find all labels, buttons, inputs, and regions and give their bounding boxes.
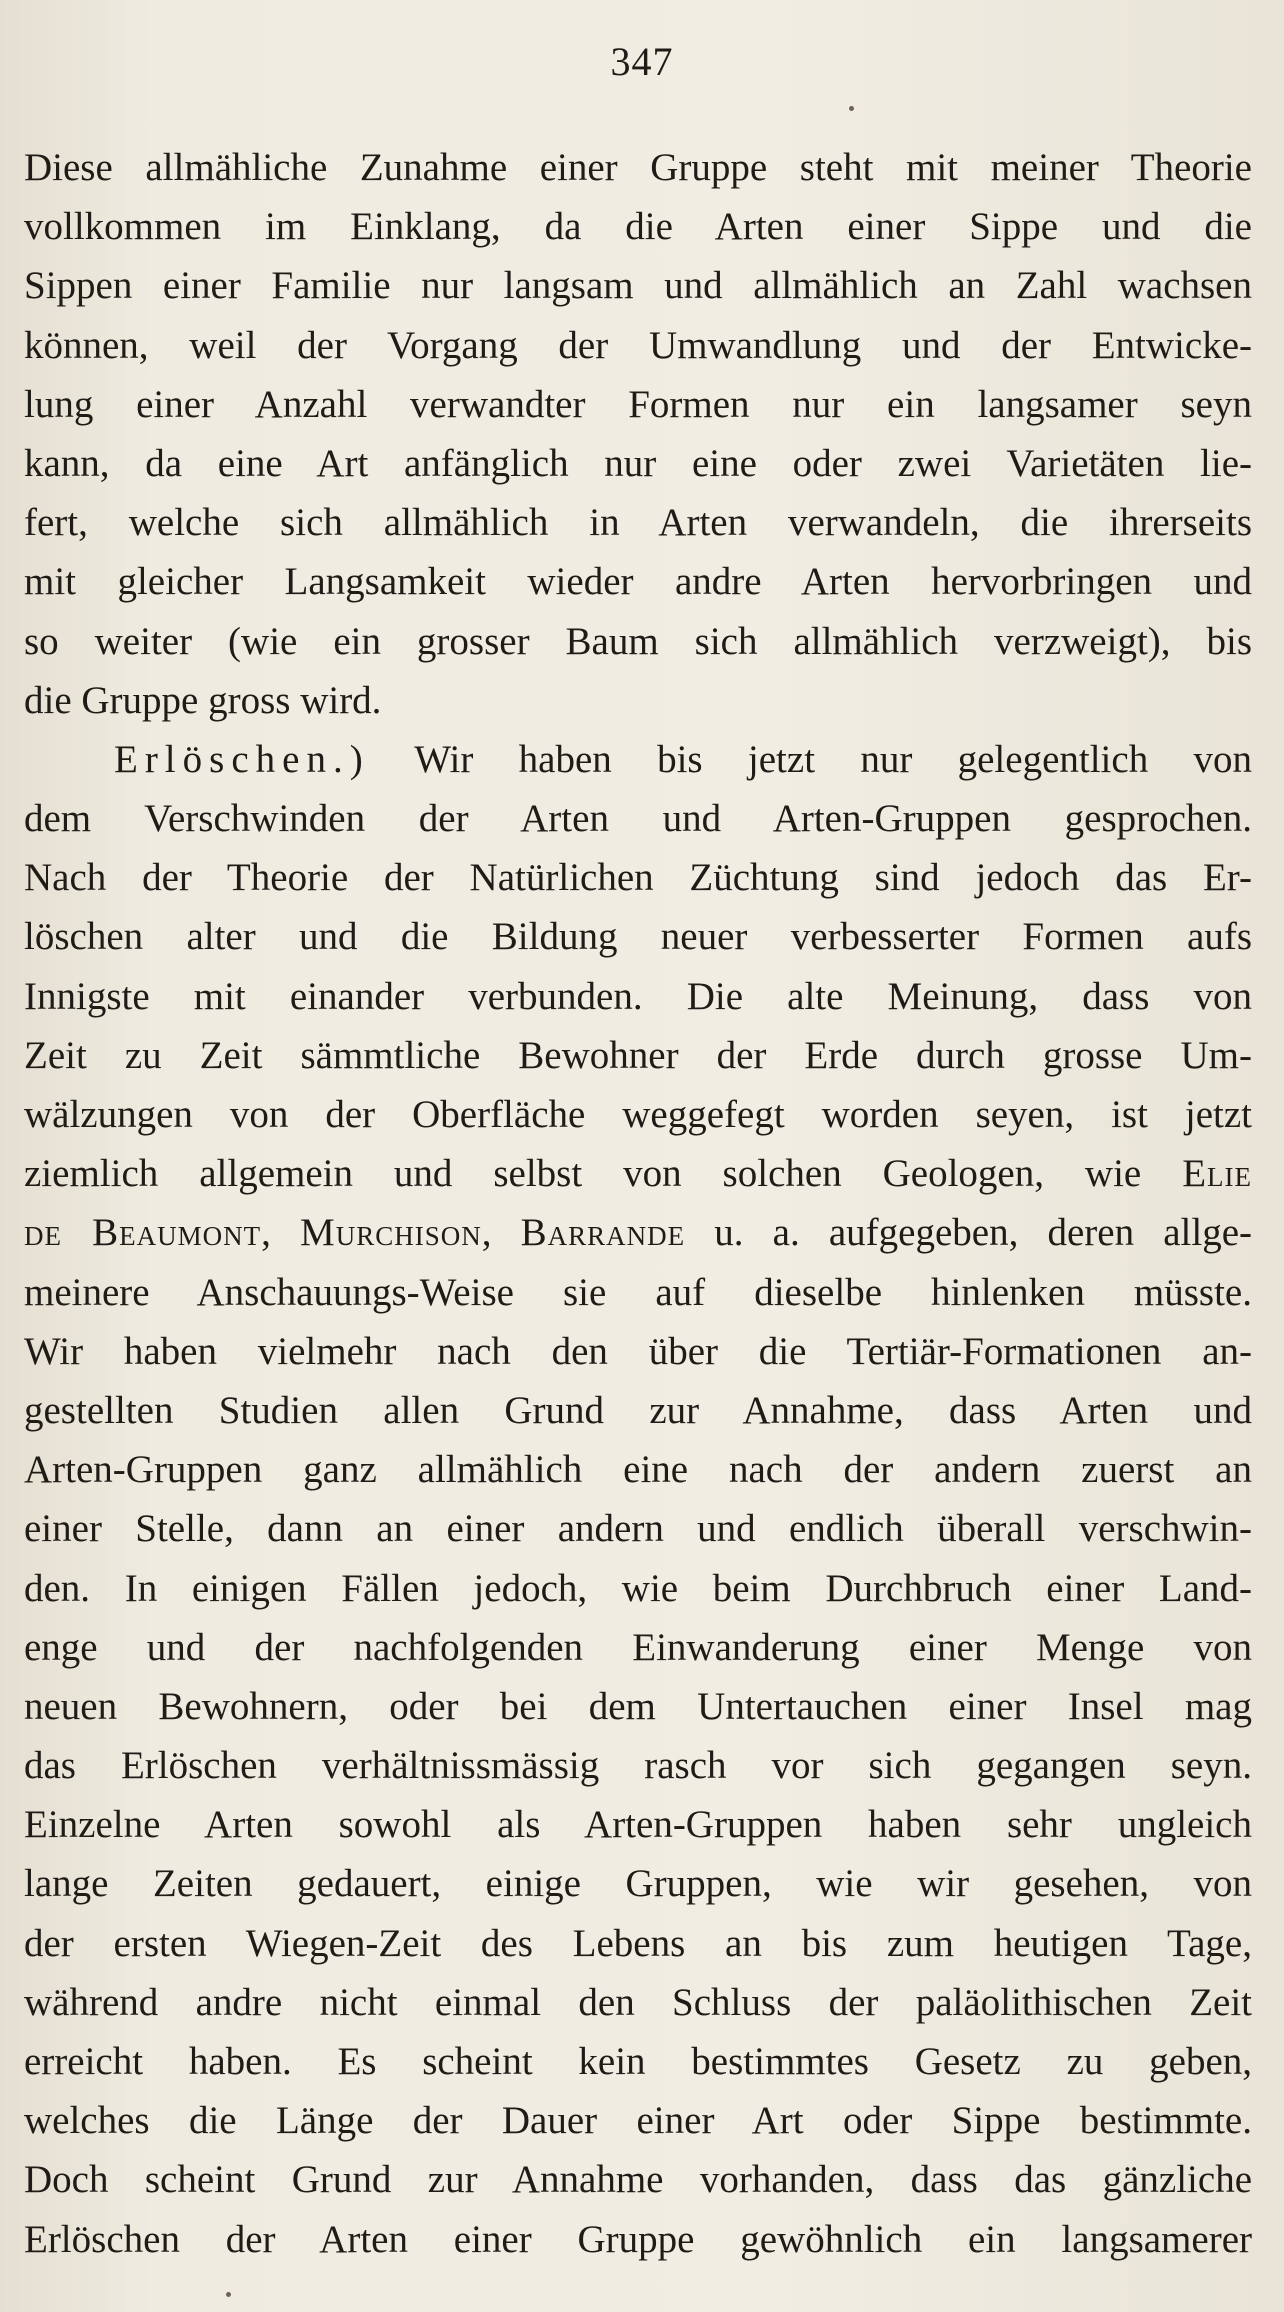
text-line: neuen Bewohnern, oder bei dem Untertauchen einer Insel mag	[24, 1684, 1252, 1728]
text-line: vollkommen im Einklang, da die Arten einer Sippe und die	[24, 205, 1252, 249]
text-line: gestellten Studien allen Grund zur Annahme, dass Arten und	[24, 1388, 1252, 1432]
text-line: können, weil der Vorgang der Umwandlung und der Entwicke-	[24, 323, 1252, 367]
text-line: Sippen einer Familie nur langsam und allmählich an Zahl wachsen	[24, 264, 1252, 308]
text-line: während andre nicht einmal den Schluss der paläolithischen Zeit	[24, 1980, 1252, 2024]
text-span: Wir haben bis jetzt nur gelegentlich von	[414, 737, 1252, 781]
text-line: so weiter (wie ein grosser Baum sich allmählich verzweigt), bis	[24, 619, 1252, 663]
text-line: lung einer Anzahl verwandter Formen nur ein langsamer seyn	[24, 382, 1252, 426]
text-line: Doch scheint Grund zur Annahme vorhanden, dass das gänzliche	[24, 2158, 1252, 2202]
text-line: einer Stelle, dann an einer andern und endlich überall verschwin-	[24, 1507, 1252, 1551]
body-text	[24, 138, 1252, 2269]
text-span: ,	[481, 1211, 521, 1255]
text-line: meinere Anschauungs-Weise sie auf dieselbe hinlenken müsste.	[24, 1270, 1252, 1314]
text-line: dem Verschwinden der Arten und Arten-Gruppen gesprochen.	[24, 797, 1252, 841]
page-number: 347	[610, 39, 674, 84]
text-line: Arten-Gruppen ganz allmählich eine nach der andern zuerst an	[24, 1448, 1252, 1492]
text-line	[24, 1203, 1252, 1262]
text-line: Zeit zu Zeit sämmtliche Bewohner der Erde durch grosse Um-	[24, 1033, 1252, 1077]
author-name: Barrande	[520, 1211, 686, 1255]
text-span: u. a. aufgegeben, deren allge-	[685, 1211, 1252, 1255]
text-line: lange Zeiten gedauert, einige Gruppen, wie wir gesehen, von	[24, 1862, 1252, 1906]
text-line: Diese allmähliche Zunahme einer Gruppe steht mit meiner Theorie	[24, 146, 1252, 189]
print-speck	[226, 2292, 231, 2297]
text-line: die Gruppe gross wird.	[24, 678, 382, 722]
text-line: das Erlöschen verhältnissmässig rasch vor sich gegangen seyn.	[24, 1744, 1252, 1788]
text-line: wälzungen von der Oberfläche weggefegt worden seyen, ist jetzt	[24, 1093, 1252, 1136]
text-span: ziemlich allgemein und selbst von solchen Geologen, wie	[24, 1152, 1142, 1196]
text-line: der ersten Wiegen-Zeit des Lebens an bis zum heutigen Tage,	[24, 1921, 1252, 1965]
text-line: den. In einigen Fällen jedoch, wie beim Durchbruch einer Land-	[24, 1566, 1252, 1610]
text-line: kann, da eine Art anfänglich nur eine oder zwei Varietäten lie-	[24, 441, 1252, 485]
text-line: mit gleicher Langsamkeit wieder andre Arten hervorbringen und	[24, 560, 1252, 604]
text-line: Erlöschen der Arten einer Gruppe gewöhnlich ein langsamerer	[24, 2217, 1252, 2261]
author-name: Elie	[1182, 1152, 1252, 1196]
text-line: enge und der nachfolgenden Einwanderung einer Menge von	[24, 1625, 1252, 1669]
text-line: löschen alter und die Bildung neuer verbesserter Formen aufs	[24, 915, 1252, 959]
text-line: Innigste mit einander verbunden. Die alte Meinung, dass von	[24, 974, 1252, 1018]
author-name: Murchison	[300, 1211, 482, 1255]
text-line: erreicht haben. Es scheint kein bestimmtes Gesetz zu geben,	[24, 2040, 1252, 2083]
section-start-line	[24, 730, 1252, 789]
text-line: Wir haben vielmehr nach den über die Tertiär-Formationen an-	[24, 1329, 1252, 1373]
section-heading: Erlöschen.)	[114, 737, 370, 781]
text-line: Nach der Theorie der Natürlichen Züchtung sind jedoch das Er-	[24, 856, 1252, 900]
text-line: welches die Länge der Dauer einer Art oder Sippe bestimmte.	[24, 2099, 1252, 2143]
text-line: fert, welche sich allmählich in Arten verwandeln, die ihrerseits	[24, 501, 1252, 545]
author-name: de Beaumont	[24, 1211, 262, 1255]
text-line	[24, 1144, 1252, 1203]
print-speck	[849, 106, 854, 111]
text-span: ,	[261, 1211, 301, 1255]
text-line: Einzelne Arten sowohl als Arten-Gruppen haben sehr ungleich	[24, 1803, 1252, 1847]
